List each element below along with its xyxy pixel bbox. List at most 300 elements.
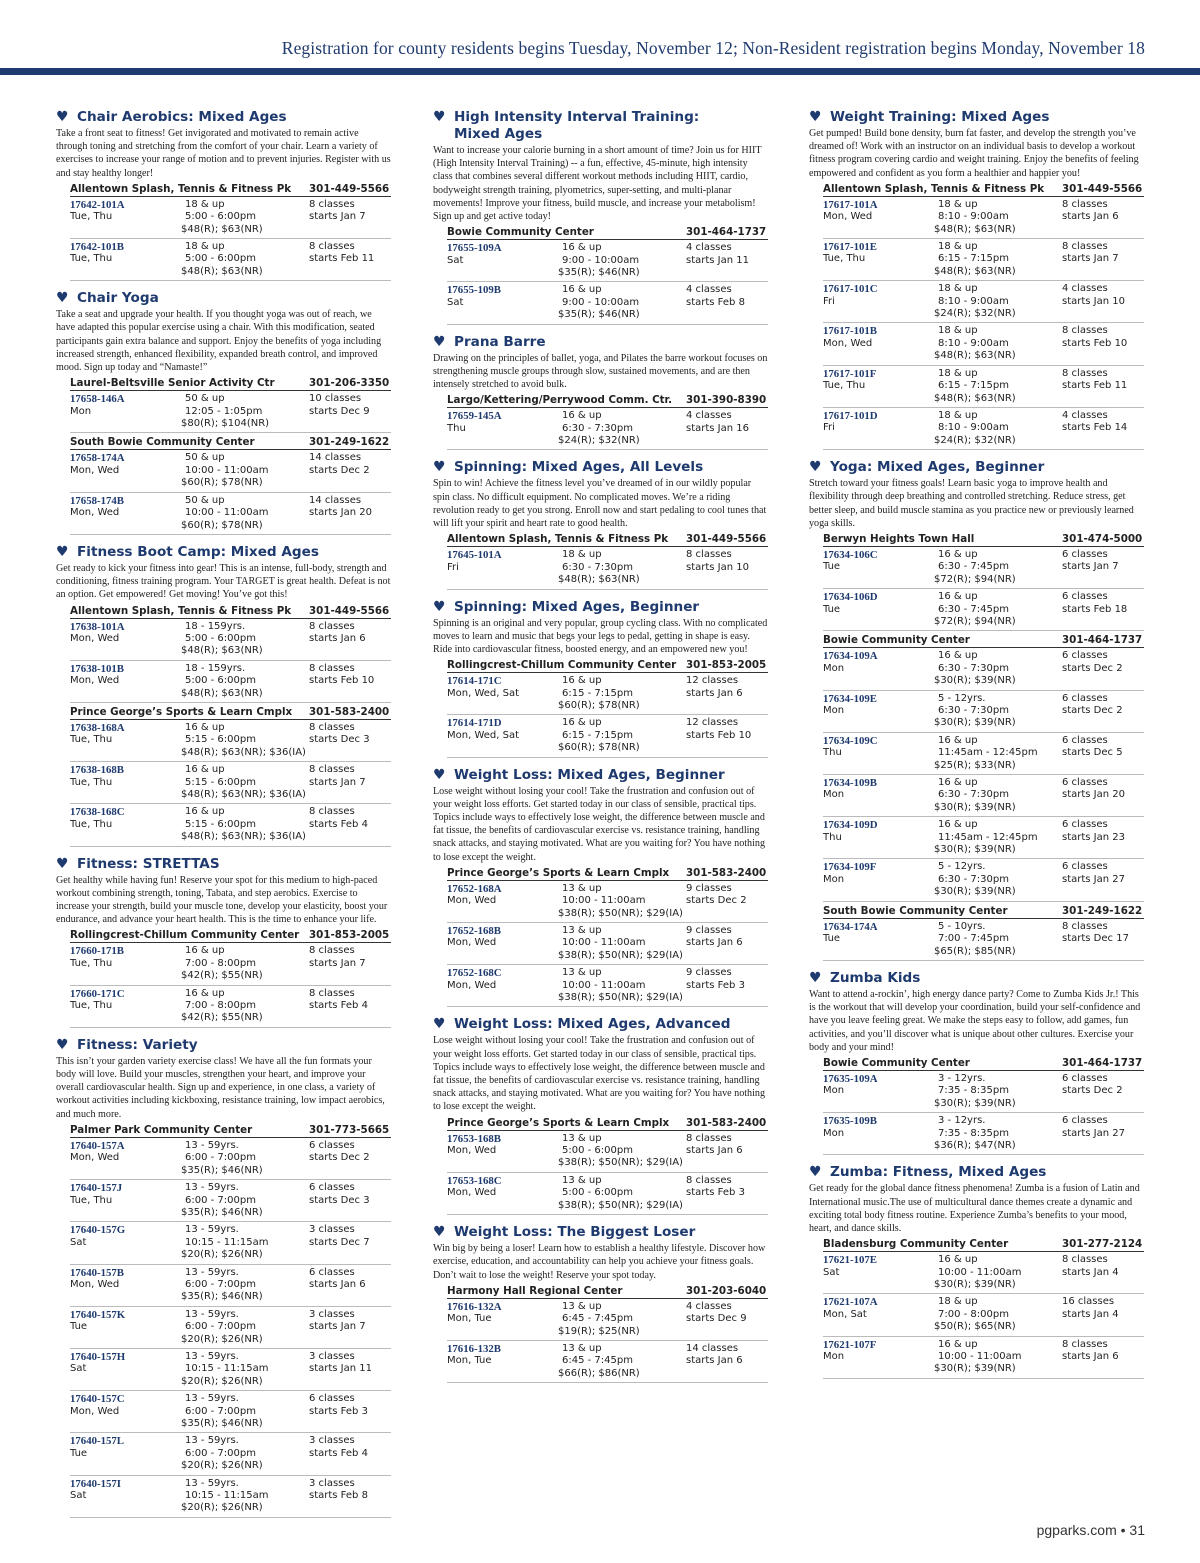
class-code-link[interactable]: 17640-157B [70,1266,124,1279]
class-start: starts Feb 4 [309,818,368,830]
class-row [70,661,391,703]
class-fee: $48(R); $63(NR) [934,223,1016,235]
class-start: starts Feb 3 [309,1405,368,1417]
program-title [809,970,1144,987]
class-count: 8 classes [309,198,355,210]
class-code-link[interactable]: 17617-101B [823,325,877,338]
program-title [809,1164,1144,1181]
location-header [70,433,391,450]
class-days: Thu [823,831,842,843]
class-count-start [1062,283,1144,320]
program-title-line: Mixed Ages [454,126,543,142]
class-age: 50 & up [185,393,225,405]
class-code-link[interactable]: 17658-146A [70,393,125,406]
class-code-link[interactable]: 17652-168A [447,882,502,895]
class-days: Mon, Wed [447,1145,497,1157]
class-count: 14 classes [686,1342,739,1354]
class-code-link[interactable]: 17634-109B [823,777,877,790]
class-row [823,691,1144,733]
class-code-link[interactable]: 17621-107F [823,1338,877,1351]
class-code-link[interactable]: 17634-109D [823,819,878,832]
class-time: 5:00 - 6:00pm [185,253,256,265]
class-count: 9 classes [686,882,732,894]
class-time: 8:10 - 9:00am [938,295,1009,307]
class-count-start [1062,650,1144,687]
class-time: 6:15 - 7:15pm [938,380,1009,392]
class-code-link[interactable]: 17658-174A [70,452,125,465]
class-count-start [686,284,768,321]
class-start: starts Jan 7 [309,211,366,223]
class-days: Sat [823,1266,840,1278]
class-code-link[interactable]: 17638-168B [70,764,124,777]
class-count-start [309,945,391,982]
class-days: Mon [823,662,845,674]
class-age: 13 & up [562,967,602,979]
class-start: starts Dec 2 [309,1152,370,1164]
class-row [823,1071,1144,1113]
location-header [823,1235,1144,1252]
class-code-days [70,1267,185,1304]
class-time: 6:30 - 7:30pm [562,422,633,434]
class-code-link[interactable]: 17642-101A [70,198,125,211]
program-title [433,1224,768,1241]
class-fee: $42(R); $55(NR) [181,1012,263,1024]
class-code-link[interactable]: 17652-168B [447,925,501,937]
class-code-days [70,1351,185,1388]
location-phone: 301-449-5566 [309,604,390,617]
class-days: Tue [70,1447,88,1459]
location-name: Allentown Splash, Tennis & Fitness Pk [70,182,292,195]
class-time: 7:00 - 8:00pm [185,1000,256,1012]
class-age: 16 & up [938,650,978,662]
class-code-days [70,495,185,532]
class-fee: $30(R); $39(NR) [934,844,1016,856]
class-age: 18 & up [938,198,978,210]
location-phone: 301-203-6040 [686,1284,767,1297]
class-code-link[interactable]: 17640-157A [70,1139,125,1152]
class-fee: $60(R); $78(NR) [558,742,640,754]
class-start: starts Feb 3 [686,979,745,991]
location-header [447,223,768,240]
class-code-days [447,242,562,279]
class-days: Tue, Thu [823,253,866,265]
class-time: 6:30 - 7:30pm [938,873,1009,885]
class-code-link[interactable]: 17616-132B [447,1342,501,1355]
class-days: Mon, Tue [447,1313,492,1325]
heart-icon: ♥ [809,459,822,476]
heart-icon: ♥ [809,1164,822,1181]
class-time: 10:00 - 11:00am [562,937,646,949]
location-phone: 301-474-5000 [1062,532,1143,545]
class-age: 50 & up [185,452,225,464]
class-days: Sat [70,1236,87,1248]
class-days: Mon, Wed [70,1405,120,1417]
class-time: 7:00 - 7:45pm [938,933,1009,945]
class-code-link[interactable]: 17635-109B [823,1115,877,1128]
class-fee: $66(R); $86(NR) [558,1367,640,1379]
class-days: Mon, Tue [447,1355,492,1367]
class-code-days [70,1478,185,1515]
program-title [433,334,768,351]
class-count-start [1062,1296,1144,1333]
class-code-link[interactable]: 17614-171D [447,717,502,730]
class-count-start [309,241,391,278]
class-code-link[interactable]: 17658-174B [70,494,124,507]
class-count-start [1062,199,1144,236]
class-count-start [686,675,768,712]
class-time: 5:00 - 6:00pm [562,1145,633,1157]
class-count-start [309,452,391,489]
program-description: Win big by being a loser! Learn how to establish a healthy lifestyle. Discover how exercise, education, and accountability can help you achieve your fitness goals. Don’t wait to lose the weight! Reserve your spot today. [433,1243,766,1281]
class-fee: $48(R); $63(NR) [181,265,263,277]
class-code-link[interactable]: 17640-157L [70,1435,124,1448]
class-start: starts Jan 6 [309,632,366,644]
location-header [447,391,768,408]
class-start: starts Jan 27 [1062,1127,1125,1139]
class-days: Tue, Thu [823,380,866,392]
class-code-days [447,1301,562,1338]
class-days: Mon, Wed [447,895,497,907]
class-time: 10:15 - 11:15am [185,1236,269,1248]
class-code-link[interactable]: 17638-168C [70,806,125,819]
class-fee: $19(R); $25(NR) [558,1325,640,1337]
class-age: 3 - 12yrs. [938,1115,986,1127]
class-time: 6:45 - 7:45pm [562,1313,633,1325]
program-title-line: Zumba Kids [830,969,921,986]
location-header [70,602,391,619]
class-count-start [309,621,391,658]
class-code-link[interactable]: 17634-109A [823,650,878,663]
class-fee: $30(R); $39(NR) [934,1363,1016,1375]
class-age: 18 - 159yrs. [185,620,246,632]
class-start: starts Dec 2 [1062,705,1123,716]
class-time: 7:35 - 8:35pm [938,1085,1009,1097]
location-name: Bowie Community Center [823,634,970,647]
class-count: 6 classes [1062,1072,1108,1084]
class-code-link[interactable]: 17655-109A [447,242,502,255]
class-time: 6:30 - 7:30pm [938,705,1009,716]
location-phone: 301-464-1737 [1062,1056,1143,1069]
class-start: starts Jan 4 [1062,1266,1119,1278]
class-count: 8 classes [309,662,355,674]
class-row [447,282,768,324]
class-row [447,547,768,589]
location-header [823,631,1144,648]
class-count-start [1062,1115,1144,1152]
location-phone: 301-583-2400 [309,705,390,718]
class-code-link[interactable]: 17653-168B [447,1132,501,1145]
program-title-line: Fitness Boot Camp: Mixed Ages [77,543,319,560]
class-code-days [823,199,938,236]
class-code-link[interactable]: 17638-101A [70,620,125,633]
class-code-days [70,764,185,801]
class-code-link[interactable]: 17638-168A [70,721,125,734]
heart-icon: ♥ [56,1036,69,1053]
class-count: 3 classes [309,1477,355,1489]
class-age-time [934,777,1062,814]
class-time: 5:15 - 6:00pm [185,734,256,746]
class-row [823,859,1144,901]
class-age-time [934,283,1062,320]
class-age: 16 & up [185,806,225,818]
class-days: Tue [823,603,841,615]
program-title [809,459,1144,476]
class-code-days [823,650,938,687]
class-time: 5:00 - 6:00pm [185,632,256,644]
class-days: Tue, Thu [70,1194,113,1206]
class-days: Tue, Thu [70,253,113,265]
class-count: 6 classes [1062,777,1108,789]
class-fee: $38(R); $50(NR); $29(IA) [558,907,683,919]
class-age: 13 - 59yrs. [185,1393,239,1405]
class-age: 13 - 59yrs. [185,1266,239,1278]
program-section [433,1224,768,1383]
class-days: Sat [70,1363,87,1375]
class-age: 13 - 59yrs. [185,1435,239,1447]
class-time: 10:15 - 11:15am [185,1363,269,1375]
class-count-start [1062,591,1144,628]
class-count-start [1062,921,1144,958]
class-days: Tue, Thu [70,734,113,746]
class-time: 9:00 - 10:00am [562,296,640,308]
class-days: Thu [823,747,842,759]
class-count-start [686,717,768,754]
location-name: Berwyn Heights Town Hall [823,532,975,545]
class-count: 8 classes [309,987,355,999]
class-age-time [181,1393,309,1430]
class-count-start [309,495,391,532]
class-code-link[interactable]: 17614-171C [447,675,502,688]
class-age: 16 & up [185,987,225,999]
class-code-link[interactable]: 17617-101A [823,198,878,211]
class-code-days [447,1343,562,1380]
class-count: 8 classes [309,241,355,253]
class-code-link[interactable]: 17640-157H [70,1350,126,1363]
class-start: starts Feb 14 [1062,422,1128,434]
class-start: starts Jan 4 [1062,1308,1119,1320]
class-count: 8 classes [686,1174,732,1186]
class-code-link[interactable]: 17660-171B [70,945,124,958]
class-start: starts Dec 2 [1062,662,1123,674]
class-row [447,1341,768,1383]
class-count-start [1062,777,1144,814]
class-row [70,720,391,762]
class-row [823,197,1144,239]
class-time: 7:35 - 8:35pm [938,1127,1009,1139]
location-header [823,180,1144,197]
class-code-link[interactable]: 17640-157K [70,1308,126,1321]
class-days: Sat [70,1490,87,1502]
class-start: starts Feb 18 [1062,603,1128,615]
class-count: 4 classes [686,284,732,296]
class-code-link[interactable]: 17660-171C [70,987,125,1000]
class-code-link[interactable]: 17621-107A [823,1296,878,1309]
class-age-time [181,721,309,759]
program-description: Get pumped! Build bone density, burn fat faster, and develop the strength you’ve dreamed of! Work with an instructor on an individual basis to develop a workout fitness program covering cardio and weight training. Enjoy the benefits of feeling empowered and confident as you form a healthier and happier you! [809,128,1139,179]
program-section [56,544,391,847]
class-fee: $80(R); $104(NR) [181,418,270,430]
class-time: 11:45am - 12:45pm [938,747,1038,759]
class-days: Mon, Wed [70,632,120,644]
class-start: starts Feb 10 [309,675,375,687]
class-days: Mon, Wed [447,979,497,991]
class-age-time [934,1338,1062,1376]
class-age-time [181,806,309,843]
class-age: 13 & up [562,882,602,894]
class-count-start [1062,1073,1144,1110]
class-time: 6:30 - 7:30pm [938,662,1009,674]
class-row [70,1265,391,1307]
program-title-line: Chair Yoga [77,290,159,307]
registration-header: Registration for county residents begins Tuesday, November 12; Non-Resident registration begins Monday, November 18 [281,38,1145,58]
class-days: Mon [823,1085,845,1097]
class-fee: $36(R); $47(NR) [934,1139,1016,1151]
location-phone: 301-464-1737 [686,226,767,239]
class-days: Sat [447,254,464,266]
class-age: 50 & up [185,494,225,506]
class-code-link[interactable]: 17634-109F [823,861,877,874]
program-description: Drawing on the principles of ballet, yoga, and Pilates the barre workout focuses on strengthening muscle groups through slow, sustained movements, and are then intensely stretched to avoid bulk. [433,352,768,391]
class-code-days [823,735,938,772]
class-days: Mon, Wed [447,1187,497,1199]
class-age: 18 & up [938,241,978,253]
class-start: starts Dec 9 [309,405,370,417]
class-start: starts Dec 2 [309,464,370,476]
program-section [809,970,1144,1155]
class-age: 18 - 159yrs. [185,662,246,674]
class-age-time [181,620,309,658]
class-code-link[interactable]: 17634-109E [823,692,877,705]
class-age-time [934,409,1062,447]
class-fee: $65(R); $85(NR) [934,945,1016,957]
class-age-time [181,1477,309,1515]
class-code-link[interactable]: 17640-157J [70,1182,123,1195]
class-start: starts Jan 6 [1062,211,1119,223]
class-count-start [309,1478,391,1515]
location-name: Prince George’s Sports & Learn Cmplx [447,1116,670,1129]
program-title [809,109,1144,126]
class-fee: $60(R); $78(NR) [558,699,640,711]
class-days: Mon, Wed, Sat [447,729,519,741]
class-code-days [823,549,938,586]
class-days: Mon, Wed [70,1152,120,1164]
class-days: Mon [823,1351,845,1363]
class-code-link[interactable]: 17617-101E [823,241,877,254]
class-start: starts Feb 11 [309,253,375,265]
class-code-link[interactable]: 17634-106C [823,548,878,561]
class-row [70,493,391,535]
class-age-time [934,650,1062,687]
class-code-link[interactable]: 17634-106D [823,591,878,604]
class-code-link[interactable]: 17640-157I [70,1477,121,1490]
class-row [70,804,391,846]
class-code-link[interactable]: 17621-107E [823,1254,877,1267]
class-code-link[interactable]: 17634-174A [823,920,878,933]
class-count: 6 classes [1062,861,1108,873]
header-rule [0,68,1200,75]
location-header [823,902,1144,919]
class-age: 13 - 59yrs. [185,1308,239,1320]
class-age-time [181,1350,309,1388]
class-age: 16 & up [562,675,602,687]
location-name: Palmer Park Community Center [70,1123,253,1136]
class-age: 16 & up [185,764,225,776]
program-description: Get ready to kick your fitness into gear! This is an intense, full-body, strength and conditioning, fitness training program. Your TARGET is great health. Defeat is not an option. Get empowered! Get moving! You’ve got this! [56,562,391,601]
class-time: 6:30 - 7:45pm [938,561,1009,573]
location-name: Bowie Community Center [823,1056,970,1069]
class-start: starts Jan 16 [686,422,749,434]
class-days: Sat [447,296,464,308]
heart-icon: ♥ [433,109,446,125]
class-time: 6:15 - 7:15pm [562,729,633,741]
class-age: 16 & up [938,1338,978,1350]
class-age: 3 - 12yrs. [938,1072,986,1084]
class-age-time [181,198,309,236]
class-age: 16 & up [938,819,978,831]
class-row [823,775,1144,817]
class-age-time [934,325,1062,362]
class-code-link[interactable]: 17635-109A [823,1072,878,1085]
class-code-link[interactable]: 17640-157C [70,1393,125,1406]
class-time: 6:00 - 7:00pm [185,1405,256,1417]
location-name: South Bowie Community Center [70,436,255,449]
class-code-days [70,1182,185,1219]
location-header [447,656,768,673]
class-code-link[interactable]: 17655-109B [447,284,501,297]
class-count-start [309,988,391,1025]
class-fee: $50(R); $65(NR) [934,1321,1016,1333]
class-count: 14 classes [309,494,362,506]
class-code-link[interactable]: 17642-101B [70,241,124,254]
class-row [823,1252,1144,1294]
class-count: 3 classes [309,1224,355,1236]
class-count: 6 classes [309,1266,355,1278]
class-code-days [447,883,562,920]
class-row [70,197,391,239]
class-row [823,733,1144,775]
class-days: Fri [823,295,835,307]
program-title [56,290,391,307]
class-code-link[interactable]: 17645-101A [447,549,502,562]
class-age: 13 - 59yrs. [185,1477,239,1489]
class-age: 16 & up [185,945,225,957]
class-code-link[interactable]: 17617-101C [823,283,878,296]
class-row [823,1294,1144,1336]
class-code-link[interactable]: 17638-101B [70,662,124,675]
class-code-link[interactable]: 17652-168C [447,967,502,980]
class-code-link[interactable]: 17616-132A [447,1300,502,1313]
class-fee: $38(R); $50(NR); $29(IA) [558,949,683,961]
class-code-link[interactable]: 17659-145A [447,410,502,423]
class-age-time [181,1435,309,1472]
class-fee: $20(R); $26(NR) [181,1249,263,1261]
class-code-link[interactable]: 17634-109C [823,734,878,747]
class-count-start [309,663,391,700]
class-fee: $42(R); $55(NR) [181,970,263,982]
class-code-days [70,945,185,982]
class-code-link[interactable]: 17640-157G [70,1224,126,1237]
location-name: Prince George’s Sports & Learn Cmplx [70,705,293,718]
class-code-link[interactable]: 17653-168C [447,1174,502,1187]
class-code-link[interactable]: 17617-101F [823,367,877,380]
class-code-link[interactable]: 17617-101D [823,409,878,422]
class-age: 18 & up [938,283,978,295]
program-description: Get healthy while having fun! Reserve your spot for this medium to high-paced workout combining strength, toning, Tabata, and step aerobics. Exercise to increase your strength, build your muscle tone, develop your elasticity, boost your endurance, and advance your heart health. This is the time to enhance your life. [56,874,388,926]
location-phone: 301-464-1737 [1062,634,1143,647]
class-count-start [1062,549,1144,586]
class-code-days [823,368,938,405]
location-phone: 301-449-5566 [309,182,390,195]
